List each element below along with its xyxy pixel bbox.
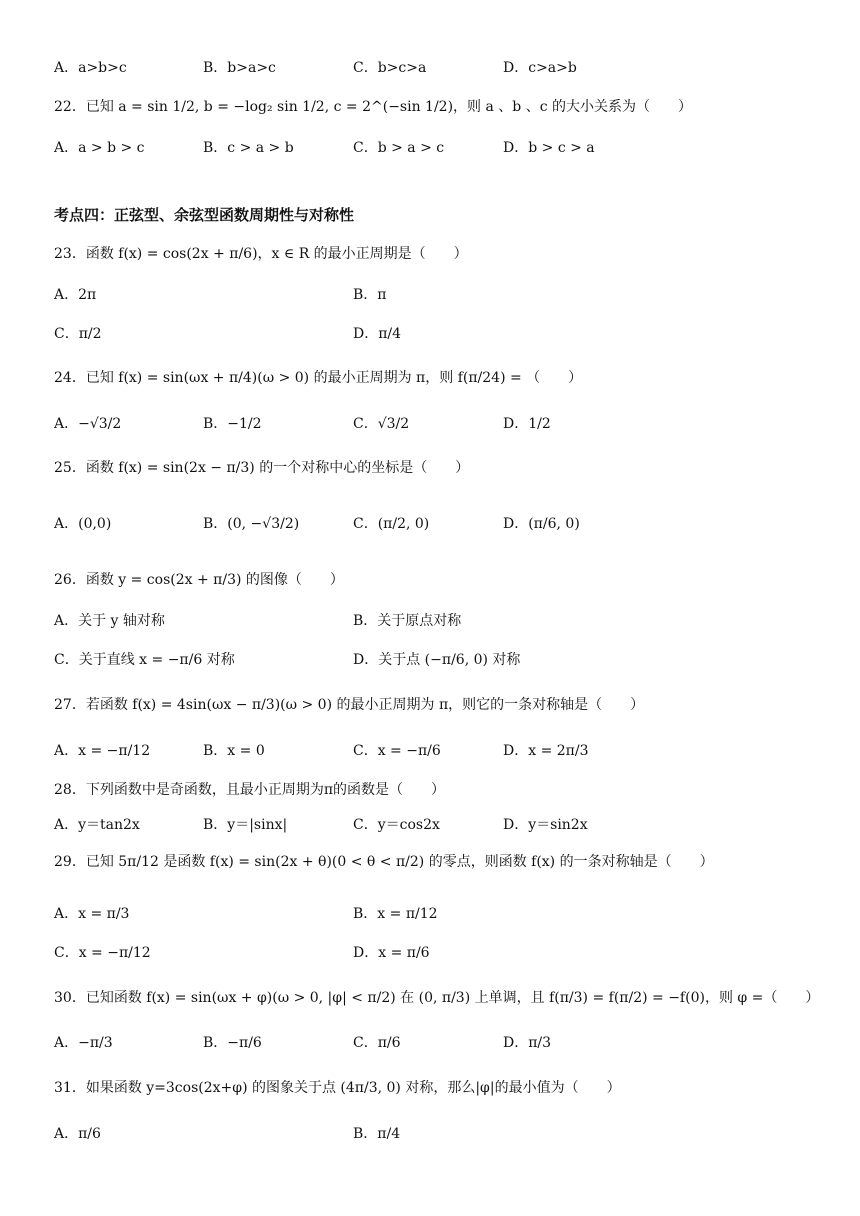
q30-options-option-2: B．−π/6 bbox=[203, 1035, 262, 1051]
q21-options-option-3: C．b>c>a bbox=[353, 60, 427, 76]
q28-stem-text: 28．下列函数中是奇函数，且最小正周期为π的函数是（ ） bbox=[54, 782, 446, 798]
q30-stem-text: 30．已知函数 f(x) = sin(ωx + φ)(ω > 0, |φ| < π/2) 在 (0, π/3) 上单调，且 f(π/3) = f(π/2) = −f(0)，则 φ =（ ） bbox=[54, 990, 820, 1006]
q24-options-option-3: C．√3/2 bbox=[353, 416, 410, 432]
q29-options-2-option-1: C．x = −π/12 bbox=[54, 945, 151, 961]
q23-options-2-option-2: D．π/4 bbox=[353, 326, 402, 342]
q22-stem-text: 22．已知 a = sin 1/2, b = −log₂ sin 1/2, c = 2^(−sin 1/2)，则 a 、b 、c 的大小关系为（ ） bbox=[54, 99, 692, 115]
q25-options-option-4: D．(π/6, 0) bbox=[503, 516, 580, 532]
q25-options-option-2: B．(0, −√3/2) bbox=[203, 516, 300, 532]
q29-options-2-option-2: D．x = π/6 bbox=[353, 945, 430, 961]
q26-options-1-option-2: B．关于原点对称 bbox=[353, 613, 462, 629]
q24-options-option-1: A．−√3/2 bbox=[54, 416, 122, 432]
q29-options-1-option-1: A．x = π/3 bbox=[54, 906, 130, 922]
q27-options-option-4: D．x = 2π/3 bbox=[503, 743, 589, 759]
q22-options-option-1: A．a > b > c bbox=[54, 140, 145, 156]
q26-options-1-option-1: A．关于 y 轴对称 bbox=[54, 613, 165, 629]
q28-options-option-2: B．y＝|sinx| bbox=[203, 817, 288, 833]
q27-stem-text: 27．若函数 f(x) = 4sin(ωx − π/3)(ω > 0) 的最小正周期为 π，则它的一条对称轴是（ ） bbox=[54, 697, 645, 713]
section-heading: 考点四：正弦型、余弦型函数周期性与对称性 bbox=[54, 206, 355, 224]
q24-options-option-4: D．1/2 bbox=[503, 416, 551, 432]
q26-stem-text: 26．函数 y = cos(2x + π/3) 的图像（ ） bbox=[54, 572, 344, 588]
q23-options-2-option-1: C．π/2 bbox=[54, 326, 102, 342]
q27-options-option-1: A．x = −π/12 bbox=[54, 743, 151, 759]
q31-options-option-1: A．π/6 bbox=[54, 1126, 101, 1142]
q28-options-option-1: A．y＝tan2x bbox=[54, 817, 140, 833]
q27-options-option-2: B．x = 0 bbox=[203, 743, 265, 759]
q25-options-option-3: C．(π/2, 0) bbox=[353, 516, 430, 532]
q30-options-option-1: A．−π/3 bbox=[54, 1035, 113, 1051]
q23-options-1-option-1: A．2π bbox=[54, 287, 97, 303]
q26-options-2-option-1: C．关于直线 x = −π/6 对称 bbox=[54, 652, 235, 668]
q24-options-option-2: B．−1/2 bbox=[203, 416, 262, 432]
q22-options-option-2: B．c > a > b bbox=[203, 140, 294, 156]
q29-options-1-option-2: B．x = π/12 bbox=[353, 906, 438, 922]
q21-options-option-2: B．b>a>c bbox=[203, 60, 276, 76]
q28-options-option-3: C．y＝cos2x bbox=[353, 817, 440, 833]
q21-options-option-4: D．c>a>b bbox=[503, 60, 577, 76]
q28-options-option-4: D．y＝sin2x bbox=[503, 817, 588, 833]
q24-stem-text: 24．已知 f(x) = sin(ωx + π/4)(ω > 0) 的最小正周期为 π，则 f(π/24) = （ ） bbox=[54, 370, 583, 386]
q31-options-option-2: B．π/4 bbox=[353, 1126, 401, 1142]
q22-options-option-4: D．b > c > a bbox=[503, 140, 595, 156]
q23-stem-text: 23．函数 f(x) = cos(2x + π/6)，x ∈ R 的最小正周期是（ ） bbox=[54, 246, 468, 262]
q30-options-option-3: C．π/6 bbox=[353, 1035, 401, 1051]
q26-options-2-option-2: D．关于点 (−π/6, 0) 对称 bbox=[353, 652, 521, 668]
q22-options-option-3: C．b > a > c bbox=[353, 140, 445, 156]
q25-options-option-1: A．(0,0) bbox=[54, 516, 112, 532]
q29-stem-text: 29．已知 5π/12 是函数 f(x) = sin(2x + θ)(0 < θ < π/2) 的零点，则函数 f(x) 的一条对称轴是（ ） bbox=[54, 854, 714, 870]
q30-options-option-4: D．π/3 bbox=[503, 1035, 552, 1051]
q27-options-option-3: C．x = −π/6 bbox=[353, 743, 441, 759]
q21-options-option-1: A．a>b>c bbox=[54, 60, 127, 76]
q31-stem-text: 31．如果函数 y=3cos(2x+φ) 的图象关于点 (4π/3, 0) 对称，那么|φ|的最小值为（ ） bbox=[54, 1080, 621, 1096]
q25-stem-text: 25．函数 f(x) = sin(2x − π/3) 的一个对称中心的坐标是（ ） bbox=[54, 460, 470, 476]
q23-options-1-option-2: B．π bbox=[353, 287, 387, 303]
